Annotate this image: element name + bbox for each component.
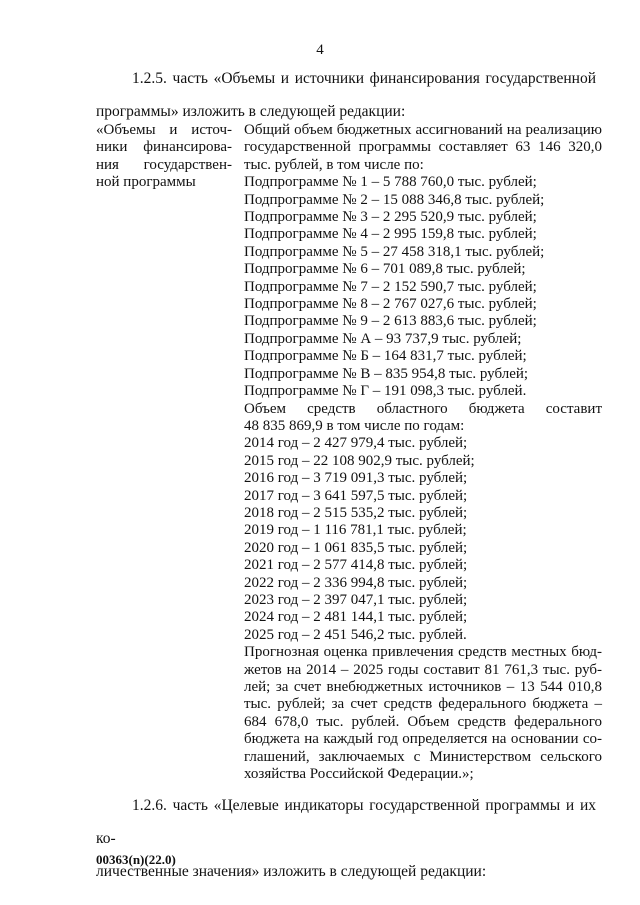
year-line: 2017 год – 3 641 597,5 тыс. рублей; xyxy=(244,487,468,504)
subprogram-line: Подпрограмме № 9 – 2 613 883,6 тыс. рублей; xyxy=(244,313,537,330)
total-funding-intro: Общий объем бюджетных ассигнований на реализацию государственной программы составляет 63 146 320,0 тыс. рублей, в том числе по: xyxy=(244,122,602,173)
subprogram-line: Подпрограмме № 7 – 2 152 590,7 тыс. рублей; xyxy=(244,278,537,295)
table-left-cell: «Объемы и источ-ники финансирова-ния государствен-ной программы xyxy=(96,122,232,191)
subprogram-line: Подпрограмме № Б – 164 831,7 тыс. рублей; xyxy=(244,348,527,365)
year-line: 2023 год – 2 397 047,1 тыс. рублей; xyxy=(244,591,468,608)
section-1-2-5-line-1: 1.2.5. часть «Объемы и источники финансирования государственной xyxy=(132,70,596,87)
document-code: 00363(n)(22.0) xyxy=(96,852,176,867)
subprogram-line: Подпрограмме № 5 – 27 458 318,1 тыс. рублей; xyxy=(244,243,545,260)
year-line: 2020 год – 1 061 835,5 тыс. рублей; xyxy=(244,539,468,556)
table-right-cell xyxy=(244,122,602,783)
subprogram-line: Подпрограмме № А – 93 737,9 тыс. рублей; xyxy=(244,330,522,347)
year-line: 2024 год – 2 481 144,1 тыс. рублей; xyxy=(244,609,468,626)
year-line: 2016 год – 3 719 091,3 тыс. рублей; xyxy=(244,470,468,487)
section-1-2-5-paragraph xyxy=(96,62,596,128)
subprogram-list xyxy=(244,174,602,400)
subprogram-line: Подпрограмме № Г – 191 098,3 тыс. рублей. xyxy=(244,383,527,400)
subprogram-line: Подпрограмме № В – 835 954,8 тыс. рублей; xyxy=(244,365,529,382)
closing-paragraph: Прогнозная оценка привлечения средств местных бюд-жетов на 2014 – 2025 годы составит 81 761,3 тыс. руб-лей; за счет внебюджетных источников – 13 544 010,8 тыс. рублей; за счет средств федерального бюджета – 684 678,0 тыс. рублей. Объем средств федерального бюджета на каждый год определяется на основании со-глашений, заключаемых с Министерством сельского хозяйства Российской Федерации.»; xyxy=(244,644,602,783)
section-1-2-6-paragraph xyxy=(96,789,596,888)
section-1-2-6-line-1: 1.2.6. часть «Целевые индикаторы государственной программы и их ко- xyxy=(96,797,596,847)
year-line: 2018 год – 2 515 535,2 тыс. рублей; xyxy=(244,504,468,521)
year-line: 2025 год – 2 451 546,2 тыс. рублей. xyxy=(244,626,467,643)
year-line: 2015 год – 22 108 902,9 тыс. рублей; xyxy=(244,452,475,469)
subprogram-line: Подпрограмме № 1 – 5 788 760,0 тыс. рублей; xyxy=(244,174,537,191)
year-list xyxy=(244,435,602,644)
regional-budget-line-2: 48 835 869,9 в том числе по годам: xyxy=(244,417,465,434)
subprogram-line: Подпрограмме № 4 – 2 995 159,8 тыс. рублей; xyxy=(244,226,537,243)
subprogram-line: Подпрограмме № 6 – 701 089,8 тыс. рублей; xyxy=(244,261,526,278)
year-line: 2014 год – 2 427 979,4 тыс. рублей; xyxy=(244,435,468,452)
year-line: 2022 год – 2 336 994,8 тыс. рублей; xyxy=(244,574,468,591)
section-1-2-6-line-2: личественные значения» изложить в следующей редакции: xyxy=(96,863,487,880)
subprogram-line: Подпрограмме № 3 – 2 295 520,9 тыс. рублей; xyxy=(244,209,537,226)
year-line: 2019 год – 1 116 781,1 тыс. рублей; xyxy=(244,522,467,539)
subprogram-line: Подпрограмме № 8 – 2 767 027,6 тыс. рублей; xyxy=(244,296,537,313)
page-number: 4 xyxy=(316,42,324,58)
year-line: 2021 год – 2 577 414,8 тыс. рублей; xyxy=(244,557,468,574)
funding-table xyxy=(96,122,602,783)
regional-budget-line-1: Объем средств областного бюджета составит xyxy=(244,400,602,417)
subprogram-line: Подпрограмме № 2 – 15 088 346,8 тыс. рублей; xyxy=(244,191,545,208)
section-1-2-5-line-2: программы» изложить в следующей редакции: xyxy=(96,103,406,120)
